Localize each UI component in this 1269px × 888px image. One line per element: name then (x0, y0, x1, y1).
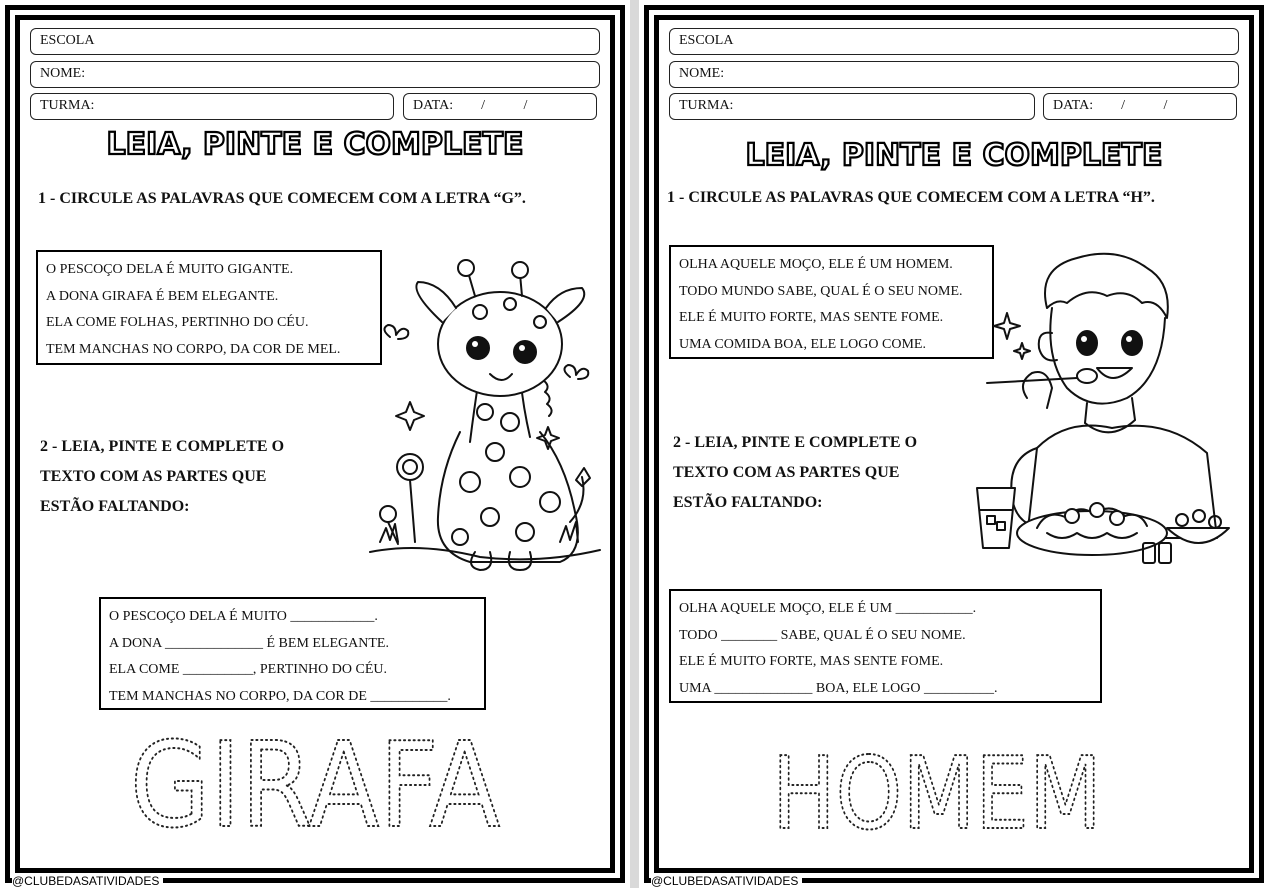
page-separator (630, 0, 639, 888)
poem-box (36, 250, 382, 365)
poem-line: ELA COME FOLHAS, PERTINHO DO CÉU. (46, 315, 309, 330)
trace-word[interactable] (757, 735, 1117, 852)
footer-credit: @CLUBEDASATIVIDADES (12, 874, 163, 888)
trace-word[interactable] (115, 716, 515, 854)
boy-eating-spaghetti-illustration (967, 248, 1247, 568)
fill-in-line[interactable]: ELE É MUITO FORTE, MAS SENTE FOME. (679, 654, 944, 669)
poem-line: A DONA GIRAFA É BEM ELEGANTE. (46, 288, 279, 304)
question-2-line: TEXTO COM AS PARTES QUE (673, 464, 900, 481)
fill-in-line[interactable]: TEM MANCHAS NO CORPO, DA COR DE ___________. (109, 688, 451, 704)
school-field[interactable]: ESCOLA (669, 28, 1239, 55)
worksheet-title: LEIA, PINTE E COMPLETE (106, 127, 524, 162)
question-2 (40, 432, 340, 522)
trace-word-text: GIRAFA (130, 716, 500, 854)
poem-line: O PESCOÇO DELA É MUITO GIGANTE. (46, 262, 294, 277)
question-2-line: ESTÃO FALTANDO: (40, 498, 190, 515)
class-field[interactable]: TURMA: (30, 93, 394, 120)
poem-line: OLHA AQUELE MOÇO, ELE É UM HOMEM. (679, 257, 953, 272)
poem-box (669, 245, 994, 359)
poem-line: TODO MUNDO SABE, QUAL É O SEU NOME. (679, 283, 963, 299)
poem-line: ELE É MUITO FORTE, MAS SENTE FOME. (679, 310, 944, 325)
fill-in-line[interactable]: TODO ________ SABE, QUAL É O SEU NOME. (679, 627, 966, 643)
trace-word-text: HOMEM (772, 735, 1102, 852)
question-1: 1 - CIRCULE AS PALAVRAS QUE COMECEM COM A LETRA “H”. (667, 189, 1155, 206)
question-1: 1 - CIRCULE AS PALAVRAS QUE COMECEM COM A LETRA “G”. (38, 190, 526, 207)
fill-in-box (99, 597, 486, 710)
name-field[interactable]: NOME: (30, 61, 600, 88)
fill-in-line[interactable]: ELA COME __________, PERTINHO DO CÉU. (109, 662, 387, 677)
worksheet-page-giraffe (0, 0, 630, 888)
worksheet-title: LEIA, PINTE E COMPLETE (745, 138, 1163, 173)
question-2-line: ESTÃO FALTANDO: (673, 494, 823, 511)
question-2-line: 2 - LEIA, PINTE E COMPLETE O (40, 438, 285, 455)
poem-line: TEM MANCHAS NO CORPO, DA COR DE MEL. (46, 341, 341, 357)
date-field[interactable]: DATA: / / (1043, 93, 1237, 120)
school-field[interactable]: ESCOLA (30, 28, 600, 55)
fill-in-line[interactable]: UMA ______________ BOA, ELE LOGO __________. (679, 680, 998, 696)
giraffe-illustration (360, 252, 610, 587)
question-2-line: 2 - LEIA, PINTE E COMPLETE O (673, 434, 918, 451)
question-2 (673, 428, 973, 518)
name-field[interactable]: NOME: (669, 61, 1239, 88)
class-field[interactable]: TURMA: (669, 93, 1035, 120)
footer-credit: @CLUBEDASATIVIDADES (651, 874, 802, 888)
question-2-line: TEXTO COM AS PARTES QUE (40, 468, 267, 485)
date-field[interactable]: DATA: / / (403, 93, 597, 120)
fill-in-box (669, 589, 1102, 703)
fill-in-line[interactable]: A DONA ______________ É BEM ELEGANTE. (109, 635, 389, 651)
fill-in-line[interactable]: O PESCOÇO DELA É MUITO ____________. (109, 609, 378, 624)
poem-line: UMA COMIDA BOA, ELE LOGO COME. (679, 336, 926, 352)
fill-in-line[interactable]: OLHA AQUELE MOÇO, ELE É UM ___________. (679, 601, 977, 616)
worksheet-page-man (639, 0, 1269, 888)
